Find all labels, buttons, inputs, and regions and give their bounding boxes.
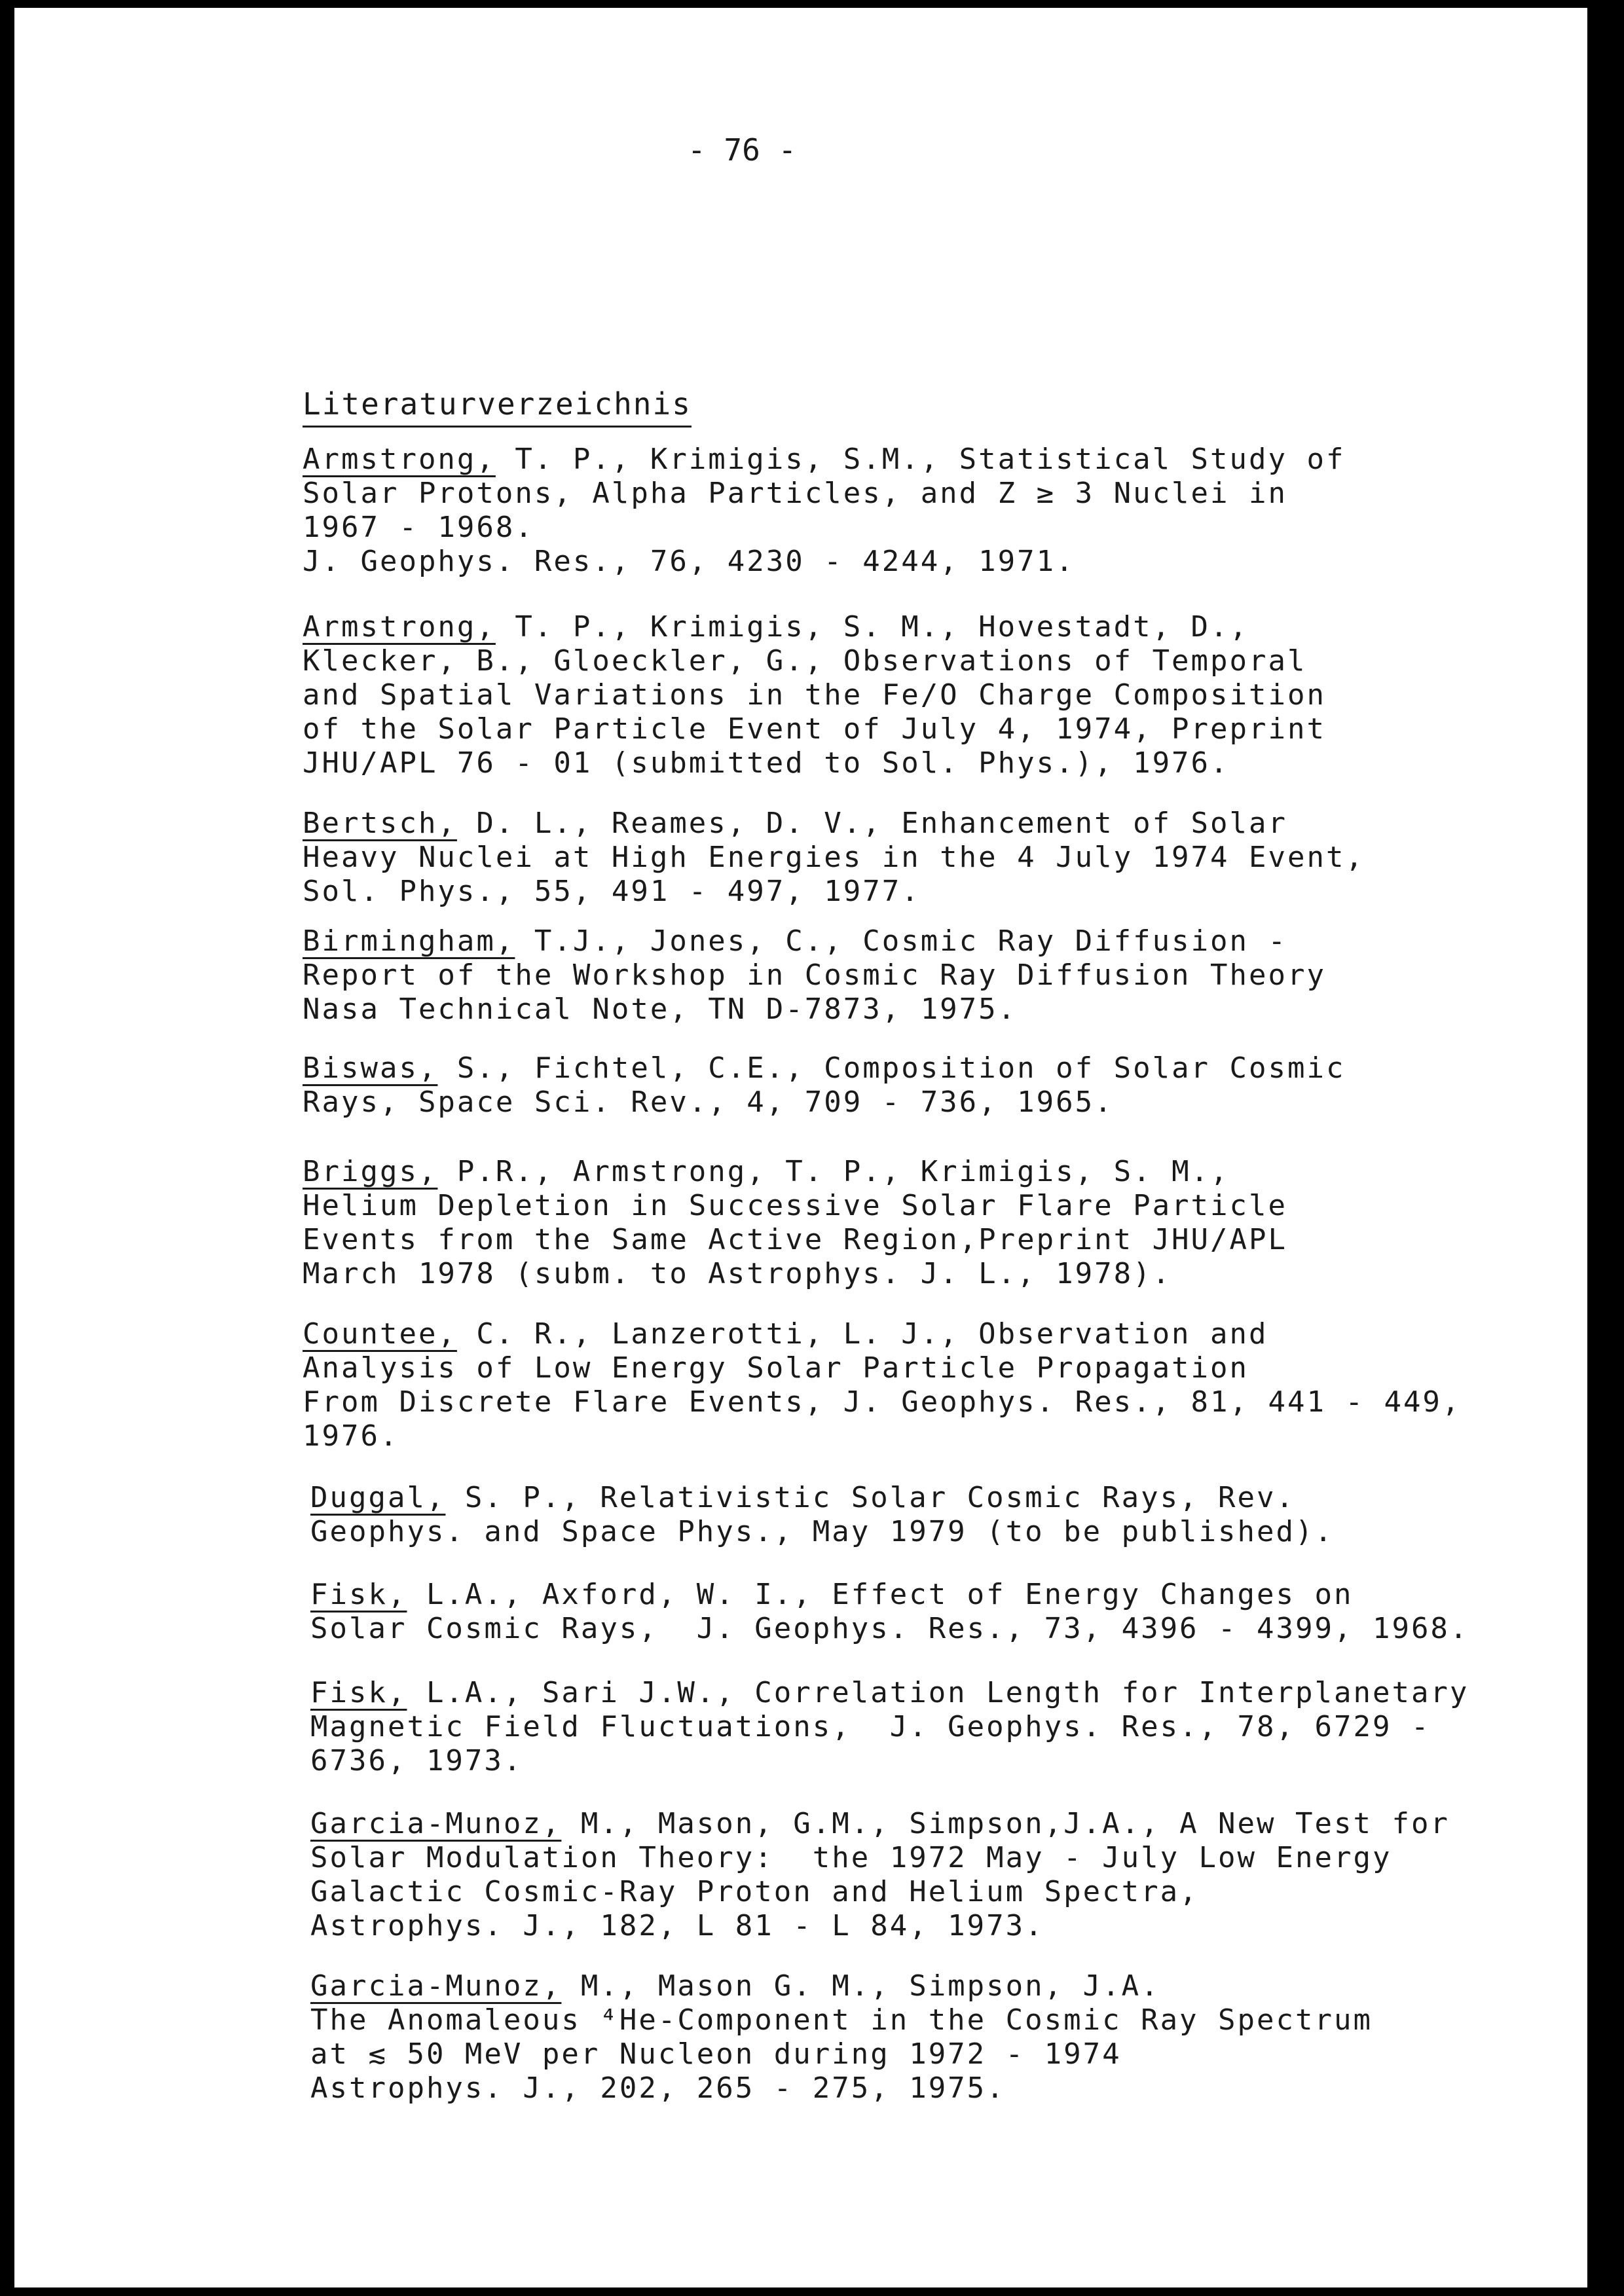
reference-author: Fisk,	[310, 1578, 407, 1611]
reference-author: Countee,	[303, 1317, 457, 1351]
reference-line: Astrophys. J., 182, L 81 - L 84, 1973.	[310, 1909, 1044, 1942]
reference-entry	[310, 1481, 1334, 1549]
reference-line: Nasa Technical Note, TN D-7873, 1975.	[303, 993, 1018, 1026]
reference-line: C. R., Lanzerotti, L. J., Observation and	[456, 1317, 1268, 1351]
reference-author: Armstrong,	[303, 443, 496, 476]
reference-line: JHU/APL 76 - 01 (submitted to Sol. Phys.), 1976.	[303, 746, 1230, 780]
reference-line: 1976.	[303, 1419, 399, 1453]
reference-entry	[310, 1578, 1469, 1646]
reference-entry	[303, 924, 1326, 1027]
reference-line: Geophys. and Space Phys., May 1979 (to be published).	[310, 1515, 1334, 1548]
reference-entry	[303, 807, 1365, 909]
reference-line: S. P., Relativistic Solar Cosmic Rays, Rev.	[445, 1481, 1296, 1514]
reference-line: L.A., Sari J.W., Correlation Length for Interplanetary	[407, 1676, 1469, 1709]
reference-line: Rays, Space Sci. Rev., 4, 709 - 736, 1965.	[303, 1085, 1114, 1119]
reference-line: From Discrete Flare Events, J. Geophys. Res., 81, 441 - 449,	[303, 1385, 1462, 1419]
reference-entry	[303, 1051, 1345, 1120]
reference-author: Armstrong,	[303, 610, 496, 644]
reference-line: T. P., Krimigis, S.M., Statistical Study of	[495, 443, 1346, 476]
reference-author: Garcia-Munoz,	[310, 1807, 562, 1840]
reference-entry	[310, 1969, 1373, 2105]
reference-line: 6736, 1973.	[310, 1744, 523, 1777]
reference-line: 1967 - 1968.	[303, 511, 534, 544]
reference-author: Duggal,	[310, 1481, 446, 1514]
reference-line: Galactic Cosmic-Ray Proton and Helium Spectra,	[310, 1875, 1199, 1908]
reference-line: Klecker, B., Gloeckler, G., Observations of Temporal	[303, 644, 1307, 678]
reference-line: Sol. Phys., 55, 491 - 497, 1977.	[303, 875, 921, 908]
reference-line: L.A., Axford, W. I., Effect of Energy Changes on	[407, 1578, 1354, 1611]
reference-line: T.J., Jones, C., Cosmic Ray Diffusion -	[515, 924, 1288, 958]
reference-entry	[310, 1676, 1469, 1778]
reference-line: Solar Modulation Theory: the 1972 May - July Low Energy	[310, 1841, 1392, 1874]
document-page	[14, 8, 1587, 2287]
reference-line: T. P., Krimigis, S. M., Hovestadt, D.,	[495, 610, 1249, 644]
reference-line: Magnetic Field Fluctuations, J. Geophys. Res., 78, 6729 -	[310, 1710, 1431, 1743]
reference-line: Astrophys. J., 202, 265 - 275, 1975.	[310, 2071, 1006, 2105]
reference-entry	[310, 1807, 1450, 1943]
reference-line: The Anomaleous ⁴He-Component in the Cosmic Ray Spectrum	[310, 2003, 1373, 2037]
reference-line: March 1978 (subm. to Astrophys. J. L., 1978).	[303, 1257, 1172, 1290]
reference-line: P.R., Armstrong, T. P., Krimigis, S. M.,	[437, 1155, 1230, 1188]
reference-line: and Spatial Variations in the Fe/O Charge Composition	[303, 678, 1326, 712]
reference-author: Fisk,	[310, 1676, 407, 1709]
reference-line: M., Mason G. M., Simpson, J.A.	[561, 1969, 1160, 2003]
reference-line: Report of the Workshop in Cosmic Ray Diffusion Theory	[303, 958, 1326, 992]
reference-line: M., Mason, G.M., Simpson,J.A., A New Test for	[561, 1807, 1450, 1840]
reference-author: Birmingham,	[303, 924, 515, 958]
reference-line: J. Geophys. Res., 76, 4230 - 4244, 1971.	[303, 545, 1075, 578]
reference-author: Biswas,	[303, 1051, 438, 1085]
reference-line: Analysis of Low Energy Solar Particle Propagation	[303, 1351, 1249, 1385]
reference-entry	[303, 443, 1345, 579]
reference-author: Briggs,	[303, 1155, 438, 1188]
reference-line: Helium Depletion in Successive Solar Flare Particle	[303, 1189, 1288, 1222]
reference-line: at ≲ 50 MeV per Nucleon during 1972 - 1974	[310, 2037, 1122, 2071]
reference-author: Bertsch,	[303, 807, 457, 840]
reference-line: of the Solar Particle Event of July 4, 1974, Preprint	[303, 712, 1326, 746]
bibliography-heading: Literaturverzeichnis	[303, 386, 692, 428]
reference-author: Garcia-Munoz,	[310, 1969, 562, 2003]
reference-line: Events from the Same Active Region,Preprint JHU/APL	[303, 1223, 1288, 1256]
reference-line: S., Fichtel, C.E., Composition of Solar Cosmic	[437, 1051, 1346, 1085]
reference-entry	[303, 1155, 1287, 1291]
reference-entry	[303, 1317, 1461, 1453]
reference-line: Solar Cosmic Rays, J. Geophys. Res., 73, 4396 - 4399, 1968.	[310, 1612, 1469, 1645]
page-number: - 76 -	[688, 132, 797, 168]
reference-line: Solar Protons, Alpha Particles, and Z ≥ 3 Nuclei in	[303, 477, 1288, 510]
reference-line: D. L., Reames, D. V., Enhancement of Solar	[456, 807, 1288, 840]
reference-entry	[303, 610, 1326, 780]
reference-line: Heavy Nuclei at High Energies in the 4 July 1974 Event,	[303, 841, 1365, 874]
